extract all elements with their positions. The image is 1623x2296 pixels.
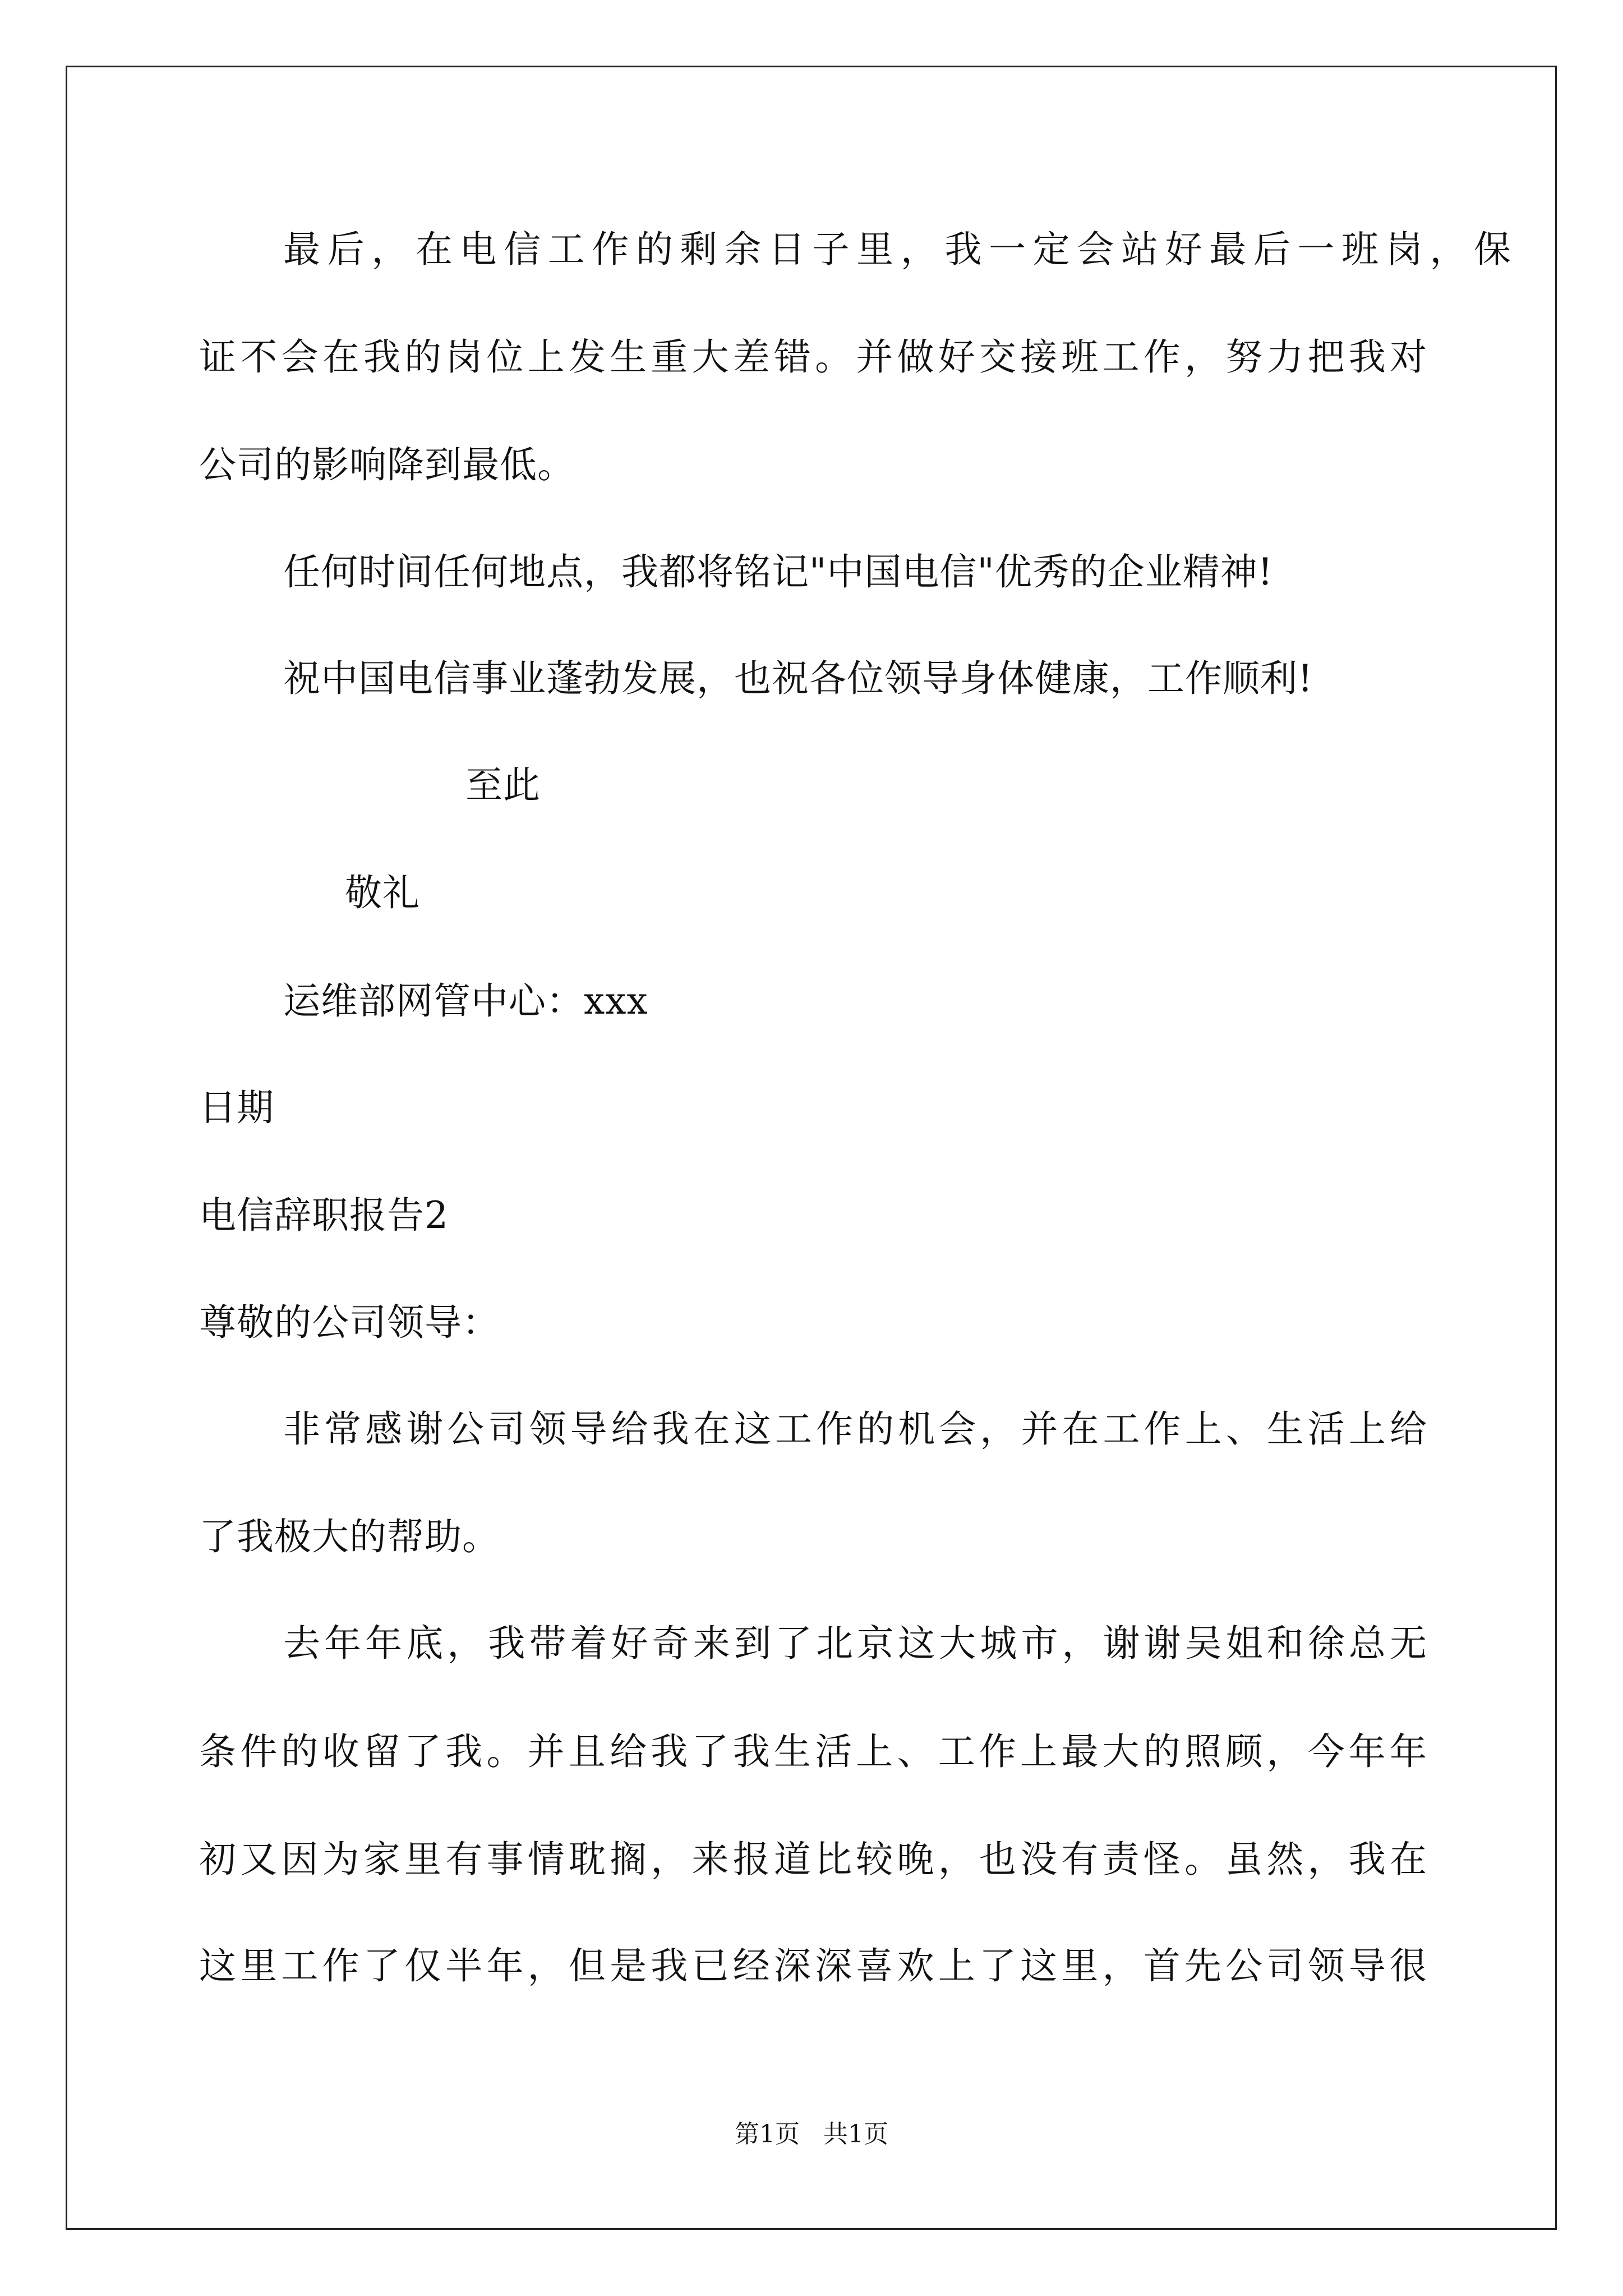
date-line: 日期: [199, 1086, 274, 1129]
paragraph-line: 祝中国电信事业蓬勃发展，也祝各位领导身体健康，工作顺利!: [283, 657, 1313, 700]
page-border: [66, 66, 1557, 2230]
closing-phrase: 至此: [465, 763, 541, 807]
page-footer: 第1页 共1页: [735, 2120, 888, 2148]
section-title: 电信辞职报告2: [199, 1194, 449, 1237]
paragraph-line: 非常感谢公司领导给我在这工作的机会，并在工作上、生活上给: [283, 1407, 1427, 1451]
paragraph-line: 初又因为家里有事情耽搁，来报道比较晚，也没有责怪。虽然，我在: [199, 1838, 1427, 1881]
paragraph-line: 最后，在电信工作的剩余日子里，我一定会站好最后一班岗，保: [283, 228, 1511, 271]
letter-greeting: 尊敬的公司领导：: [199, 1301, 500, 1344]
paragraph-line: 条件的收留了我。并且给我了我生活上、工作上最大的照顾，今年年: [199, 1730, 1427, 1773]
paragraph-line: 证不会在我的岗位上发生重大差错。并做好交接班工作，努力把我对: [199, 335, 1427, 379]
paragraph-line: 公司的影响降到最低。: [199, 443, 575, 486]
paragraph-line: 任何时间任何地点，我都将铭记"中国电信"优秀的企业精神!: [283, 550, 1274, 593]
paragraph-line: 去年年底，我带着好奇来到了北京这大城市，谢谢吴姐和徐总无: [283, 1622, 1427, 1665]
paragraph-line: 了我极大的帮助。: [199, 1515, 500, 1558]
paragraph-line: 这里工作了仅半年，但是我已经深深喜欢上了这里，首先公司领导很: [199, 1944, 1427, 1987]
signature-line: 运维部网管中心：xxx: [283, 979, 648, 1023]
salutation-closing: 敬礼: [345, 871, 420, 914]
